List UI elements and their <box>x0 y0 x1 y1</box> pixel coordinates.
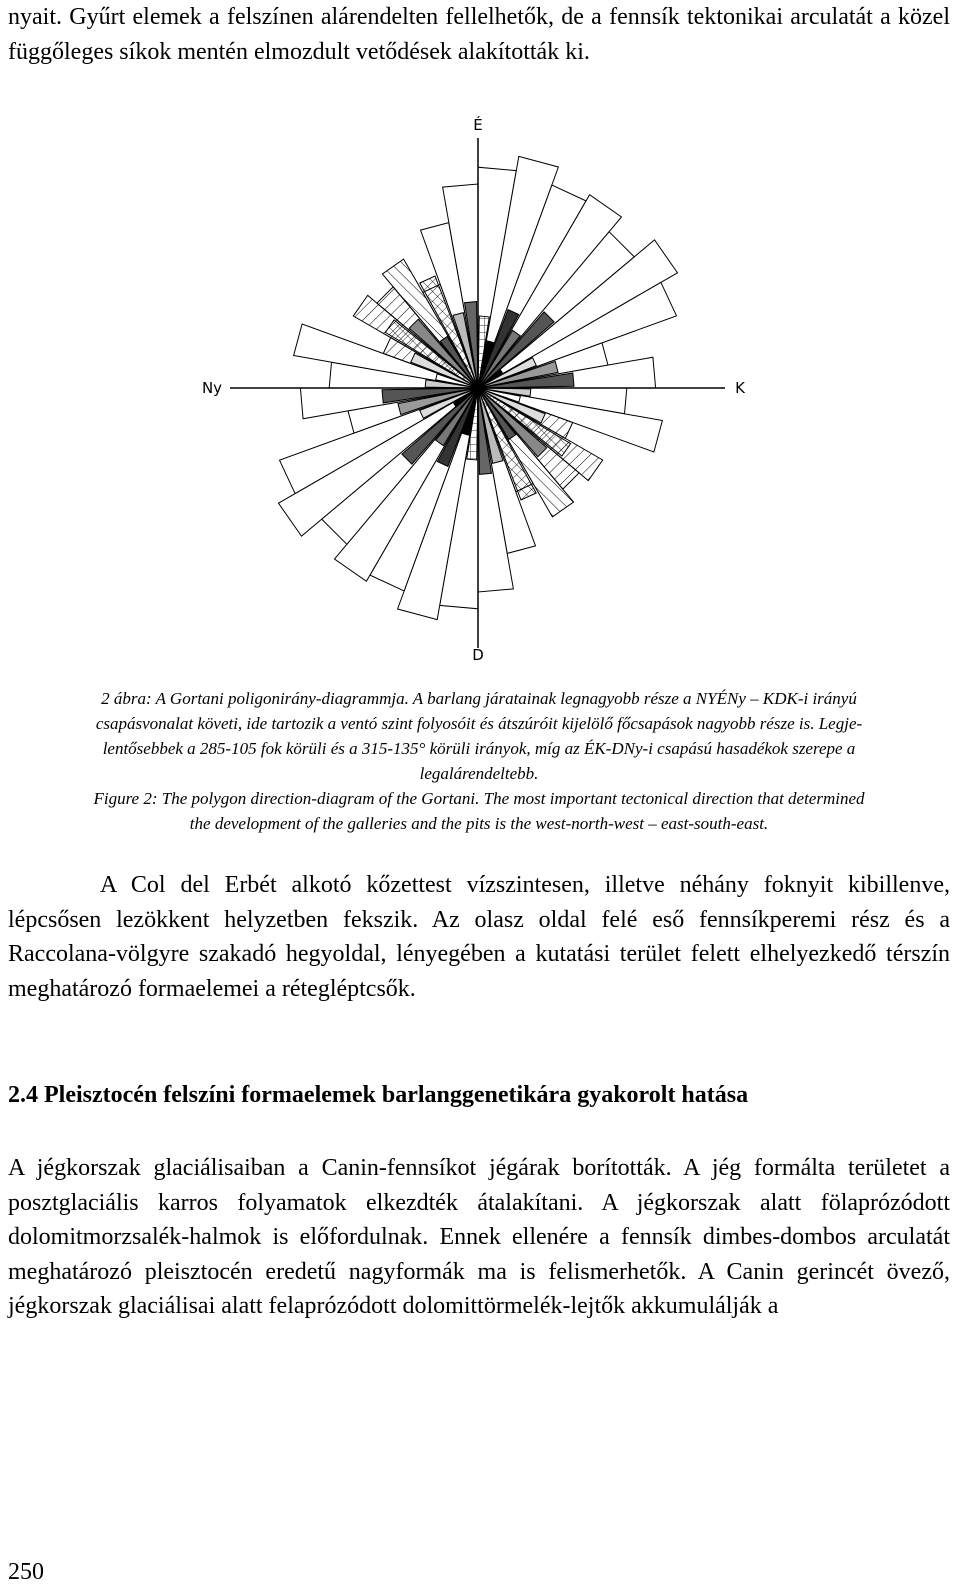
page-number: 250 <box>8 1559 44 1585</box>
caption-en-line-1: Figure 2: The polygon direction-diagram of the Gortani. The most important tectonical direction that determined <box>93 789 865 808</box>
paragraph-jegkorszak: A jégkorszak glaciálisaiban a Canin-fennsíkot jégárak borították. A jég formálta területet a posztglaciális karros folyamatok elkezdték átalakítani. A jégkorszak alatt fölaprózódott dolomitmorzsalék-halmok is előfordulnak. Ennek ellenére a fennsík dimbes-dombos arculatát meghatározó pleisztocén eredetű nagyformák ma is felismerhetők. A Canin gerincét övező, jégkorszak glaciálisai alatt felaprózódott dolomittörmelék-lejtők akkumulálják a <box>8 1155 950 1319</box>
direction-rose-diagram <box>190 108 760 668</box>
top-paragraph: nyait. Gyűrt elemek a felszínen alárendelten fellelhetők, de a fennsík tektonikai arculatát a közel függőleges síkok mentén elmozdult vetődések alakították ki. <box>8 4 950 65</box>
caption-en-line-2: the development of the galleries and the pits is the west-north-west – east-south-east. <box>189 814 769 833</box>
caption-hu-line-3: lentősebbek a 285-105 fok körüli és a 315-135° körüli irányok, míg az ÉK-DNy-i csapású hasadékok szerepe a <box>102 739 856 758</box>
compass-south-label: D <box>472 646 484 664</box>
rose-diagram-svg <box>190 108 760 668</box>
compass-east-label: K <box>735 379 745 397</box>
compass-north-label: É <box>473 116 483 134</box>
caption-hu-line-2: csapásvonalat követi, ide tartozik a ventó szint folyosóit és átszúróit kijelölő főcsapások nagyobb része is. Legje- <box>95 714 863 733</box>
compass-west-label: Ny <box>201 379 223 397</box>
section-heading: 2.4 Pleisztocén felszíni formaelemek barlanggenetikára gyakorolt hatása <box>8 1082 749 1108</box>
caption-hu-line-4: legalárendeltebb. <box>419 764 539 783</box>
paragraph-col-del-erbet: A Col del Erbét alkotó kőzettest vízszintesen, illetve néhány foknyit kibillenve, lépcsősen lezökkent helyzetben fekszik. Az olasz oldal felé eső fennsíkperemi rész és a Raccolana-völgyre szakadó hegyoldal, lényegében a kutatási terület felett elhelyezkedő térszín meghatározó formaelemei a rétegléptcsők. <box>8 872 950 1002</box>
caption-hu-line-1: 2 ábra: A Gortani poligonirány-diagrammja. A barlang járatainak legnagyobb része a NYÉNy – KDK-i irányú <box>101 689 857 708</box>
